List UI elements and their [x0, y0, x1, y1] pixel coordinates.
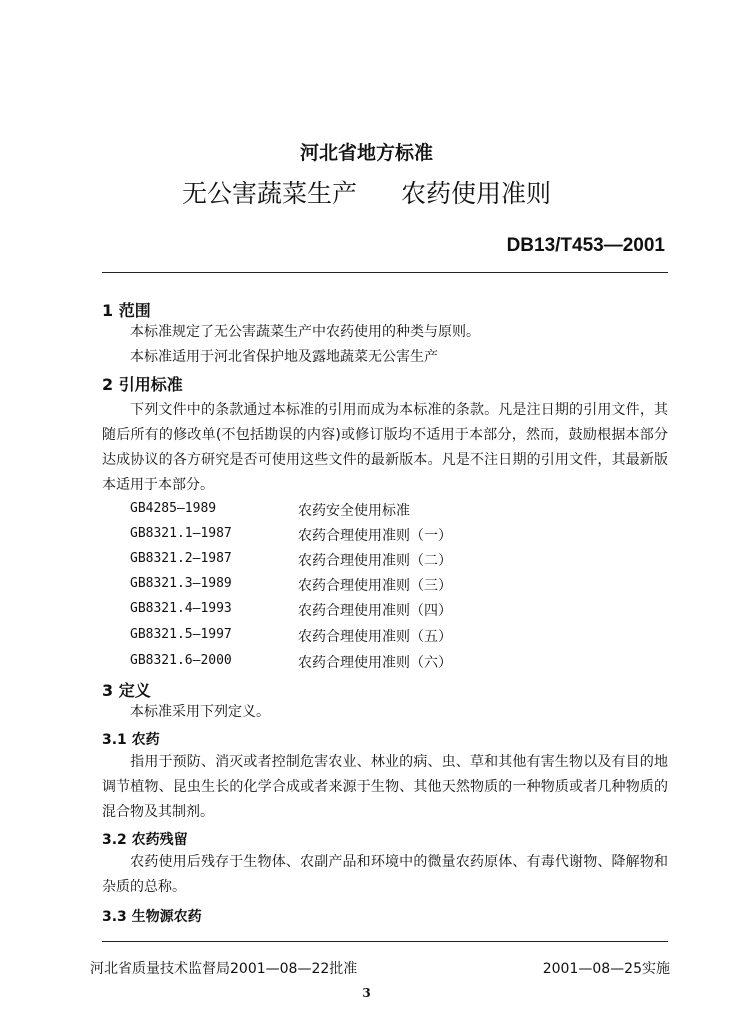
reference-code: GB8321.6—2000 [130, 653, 232, 668]
section-3-heading: 3 定义 [102, 681, 151, 700]
page-number: 3 [362, 986, 371, 1000]
province-standard-label: 河北省地方标准 [299, 142, 433, 164]
reference-code: GB8321.2—1987 [130, 551, 232, 566]
footer-divider [102, 941, 668, 942]
reference-title: 农药合理使用准则（四） [298, 603, 452, 619]
header-divider [102, 272, 668, 273]
section-1-heading: 1 范围 [102, 301, 151, 320]
reference-title: 农药合理使用准则（一） [298, 528, 452, 544]
reference-title: 农药合理使用准则（五） [298, 629, 452, 645]
reference-code: GB8321.1—1987 [130, 526, 232, 541]
subsection-3-3-heading: 3.3 生物源农药 [102, 909, 202, 925]
reference-code: GB4285—1989 [130, 501, 217, 516]
reference-code: GB8321.5—1997 [130, 627, 232, 642]
title-part-2: 农药使用准则 [401, 179, 552, 208]
approval-note: 河北省质量技术监督局2001—08—22批准 [90, 961, 358, 977]
implementation-date: 2001—08—25实施 [542, 961, 670, 977]
reference-title: 农药合理使用准则（六） [298, 655, 452, 671]
title-part-1: 无公害蔬菜生产 [181, 179, 357, 208]
section-2-paragraph-1: 下列文件中的条款通过本标准的引用而成为本标准的条款。凡是注日期的引用文件，其随后所有的修改单(不包括勘误的内容)或修订版均不适用于本部分，然而，鼓励根据本部分达成协议的各方研究是否可使用这些文件的最新版本。凡是不注日期的引用文件，其最新版本适用于本部分。 [102, 402, 668, 493]
subsection-3-1-body: 指用于预防、消灭或者控制危害农业、林业的病、虫、草和其他有害生物以及有目的地调节植物、昆虫生长的化学合成或者来源于生物、其他天然物质的一种物质或者几种物质的混合物及其制剂。 [102, 754, 668, 820]
reference-code: GB8321.4—1993 [130, 601, 232, 616]
standard-code: DB13/T453—2001 [506, 235, 665, 256]
section-1-paragraph-1: 本标准规定了无公害蔬菜生产中农药使用的种类与原则。 [130, 324, 480, 340]
section-2-heading: 2 引用标准 [102, 375, 183, 394]
subsection-3-2-heading: 3.2 农药残留 [102, 832, 188, 848]
subsection-3-1-heading: 3.1 农药 [102, 732, 160, 748]
reference-title: 农药合理使用准则（三） [298, 578, 452, 594]
reference-code: GB8321.3—1989 [130, 576, 232, 591]
section-3-paragraph-1: 本标准采用下列定义。 [130, 704, 270, 720]
reference-title: 农药合理使用准则（二） [298, 553, 452, 569]
section-1-paragraph-2: 本标准适用于河北省保护地及露地蔬菜无公害生产 [130, 349, 438, 365]
document-title [0, 174, 733, 210]
subsection-3-2-body: 农药使用后残存于生物体、农副产品和环境中的微量农药原体、有毒代谢物、降解物和杂质的总称。 [102, 854, 668, 895]
reference-title: 农药安全使用标准 [298, 503, 410, 519]
